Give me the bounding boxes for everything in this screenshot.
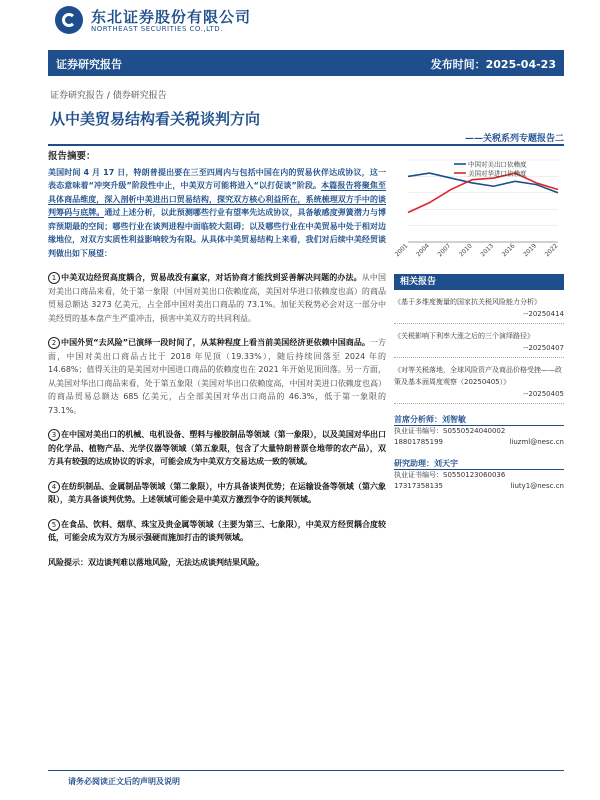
- point-2: [48, 336, 386, 417]
- report-subtitle: ——关税系列专题报告二: [464, 134, 564, 144]
- point-3: [48, 428, 386, 469]
- related-list: [394, 296, 564, 404]
- analyst-info: [394, 470, 564, 492]
- legend-label: 中国对美出口依赖度: [468, 160, 527, 169]
- point-number: 1: [48, 272, 60, 284]
- point-1: [48, 271, 386, 325]
- x-tick-label: 2019: [522, 242, 538, 259]
- point-number: 2: [48, 337, 60, 349]
- header-bar: [48, 50, 564, 76]
- analyst-cert: 执业证书编号：S0550524040002: [394, 427, 506, 435]
- main-column: [48, 150, 386, 580]
- analyst-role: 首席分析师：刘智敏: [394, 414, 564, 426]
- sidebar: [394, 150, 564, 492]
- point-heading: 在食品、饮料、烟草、珠宝及贵金属等领域（主要为第三、七象限），中美双方经贸耦合度较低，可能会成为双方为展示强硬而施加打击的谈判领域。: [48, 519, 386, 542]
- report-title: 从中美贸易结构看关税谈判方向: [50, 110, 261, 128]
- footer-rule: [48, 770, 564, 771]
- logo-icon: [55, 6, 83, 34]
- analyst-role: 研究助理：刘天宇: [394, 458, 564, 470]
- risk-warning: 风险提示：双边谈判难以落地风险，无法达成谈判结果风险。: [48, 557, 264, 567]
- point-heading: 在中国对美出口的机械、电机设备、塑料与橡胶制品等领域（第一象限），以及美国对华出口的化学品、植物产品、光学仪器等领域（第五象限，包含了大量特朗普票仓地带的农产品），双方具有较强的达成协议的诉求，可能会成为中美双方交易达成一致的领域。: [48, 430, 386, 466]
- summary-heading: 报告摘要：: [48, 151, 96, 162]
- point-body: 一方面，中国对美出口商品占比于 2018 年见顶（19.33%），随后持续回落至 2024 年的 14.68%；值得关注的是美国对中国进口商品的依赖度也在 2021 年开始见顶回落。另一方面，从美国对华出口商品来看，处于第五象限（美国对华出口依赖度高，中国对美进口依赖度也高）的商品贸易总额达 685 亿美元，占全部美国对华出口商品的 46.3%，低于第一象限的 73.1%。: [48, 338, 386, 415]
- analyst-email[interactable]: liuzml@nesc.cn: [509, 438, 564, 446]
- summary-highlight-1: 本篇报告将聚焦至具体商品维度，深入剖析中美进出口贸易结构，探究双方核心利益所在，: [48, 181, 386, 204]
- related-title[interactable]: 《对等关税落地，全球风险资产及商品价格受挫——政策及基本面周度观察（20250405）》: [394, 366, 562, 386]
- analyst-email[interactable]: liuty1@nesc.cn: [510, 482, 564, 490]
- summary-text-1: 美国时间 4 月 17 日，特朗普提出要在三至四周内与包括中国在内的贸易伙伴达成协议，这一表态意味着“冲突升级”阶段性中止，中美双方可能将进入“以打促谈”阶段。: [48, 167, 386, 190]
- breadcrumb: 证券研究报告 / 债券研究报告: [50, 91, 167, 101]
- point-heading: 在纺织制品、金属制品等领域（第二象限），中方具备谈判优势；在运输设备等领域（第六象限），美方具备谈判优势。上述领域可能会是中美双方激烈争夺的谈判领域。: [48, 481, 386, 504]
- related-title[interactable]: 《关税影响下利率大涨之后的三个演绎路径》: [394, 332, 534, 340]
- title-rule: [48, 144, 564, 146]
- x-tick-label: 2004: [415, 242, 431, 259]
- related-date: --20250407: [394, 342, 564, 358]
- legend-label: 美国对华进口依赖度: [468, 169, 527, 178]
- x-tick-label: 2007: [436, 242, 453, 259]
- x-tick-label: 2010: [457, 242, 474, 259]
- company-name-en: NORTHEAST SECURITIES CO.,LTD.: [91, 25, 223, 33]
- point-number: 4: [48, 481, 60, 493]
- company-logo: [55, 6, 295, 40]
- analyst-cert: 执业证书编号：S0550123060036: [394, 471, 506, 479]
- related-heading: 相关报告: [394, 274, 564, 290]
- point-5: [48, 518, 386, 545]
- x-tick-label: 2001: [394, 242, 410, 259]
- dependency-chart: [394, 150, 564, 268]
- related-date: --20250414: [394, 308, 564, 324]
- analyst-info: [394, 426, 564, 448]
- point-heading: 中美双边经贸高度耦合，贸易战没有赢家，对话协商才能找到妥善解决问题的办法。: [61, 273, 362, 282]
- point-4: [48, 480, 386, 507]
- point-number: 5: [48, 519, 60, 531]
- point-heading: 中国外贸“去风险”已演绎一段时间了，从某种程度上看当前美国经济更依赖中国商品。: [61, 338, 370, 347]
- point-number: 3: [48, 429, 60, 441]
- point-body: 从中国对美出口商品来看，处于第一象限（中国对美出口依赖度高，美国对华进口依赖度也高）的商品贸易总额达 3273 亿美元，占全部中国对美出口商品的 73.1%。加征关税势必会对这一部分中美经贸的基本盘产生严重冲击，损害中美双方的共同利益。: [48, 273, 386, 323]
- summary-highlight-2: 系统梳理双方手中的谈判筹码与底牌。: [48, 194, 387, 217]
- company-name-cn: 东北证券股份有限公司: [91, 8, 252, 26]
- x-tick-label: 2022: [543, 242, 560, 259]
- summary-text-2: 通过上述分析，以此预测哪些行业有望率先达成协议，具备敏感度弹簧潜力与博弈预期最的空间；哪些行业在谈判进程中面临较大阻碍；以及哪些行业在中美贸易中处于相对边缘地位，对双方实质性利益影响较为有限。从具体中美贸易结构上来看，我们对后续中美经贸谈判做出如下展望：: [48, 208, 386, 258]
- footer-disclaimer: 请务必阅读正文后的声明及说明: [68, 777, 180, 786]
- related-title[interactable]: 《基于多维度衡量的国家抗关税风险能力分析》: [394, 298, 541, 306]
- summary-paragraph: [48, 166, 386, 261]
- publish-date: 发布时间：2025-04-23: [430, 58, 556, 71]
- analyst-phone: 18801785199: [394, 438, 443, 446]
- chart-svg: [394, 150, 564, 268]
- x-tick-label: 2013: [479, 242, 496, 259]
- report-type: 证券研究报告: [56, 58, 122, 71]
- x-tick-label: 2016: [500, 242, 517, 259]
- related-date: --20250405: [394, 388, 564, 404]
- analyst-phone: 17317358135: [394, 482, 443, 490]
